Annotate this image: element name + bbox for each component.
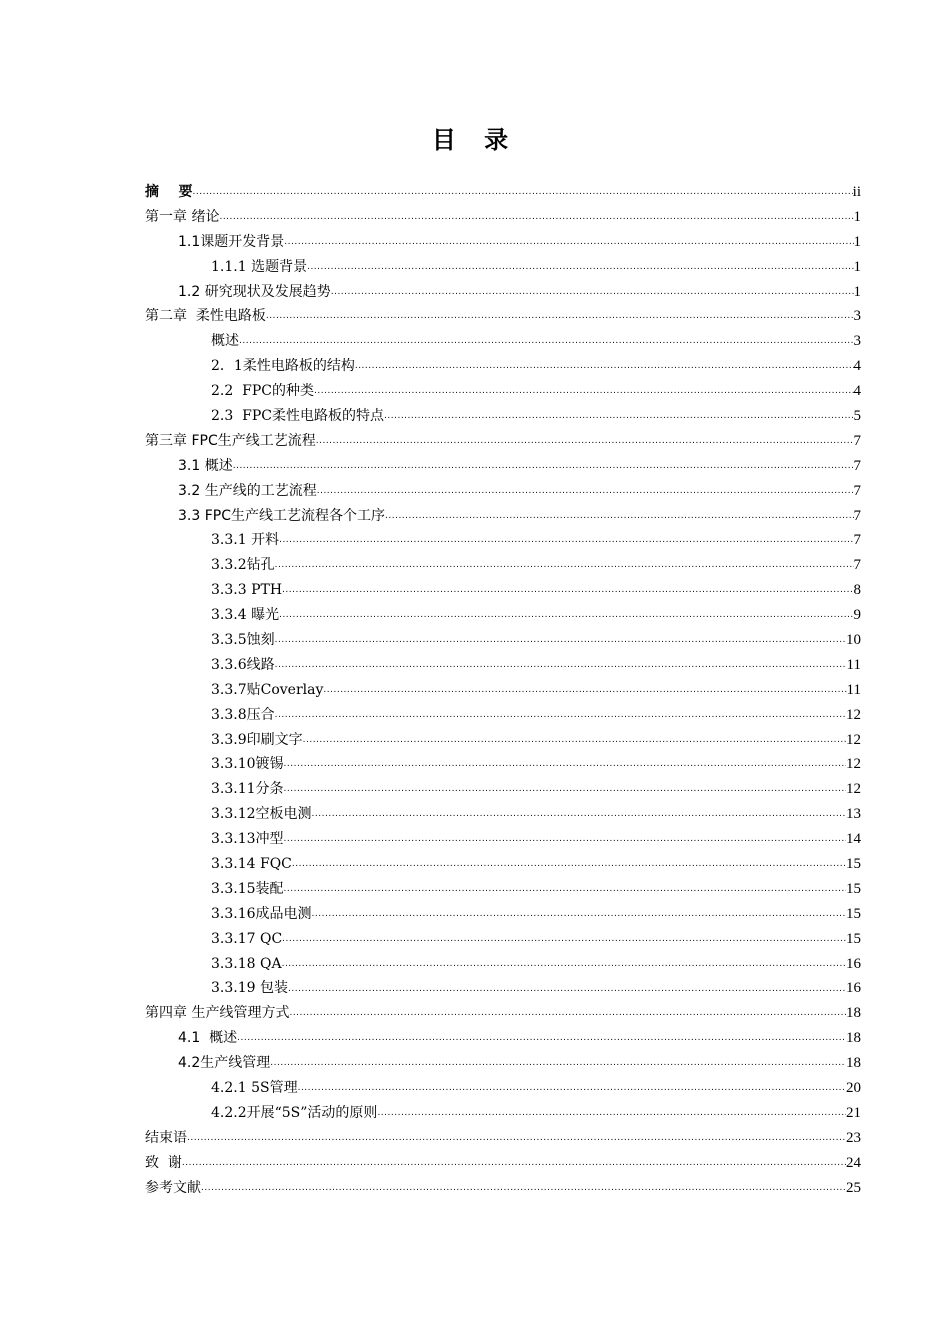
toc-entry[interactable] — [145, 553, 861, 578]
toc-entry-label: 3.3.7贴Coverlay — [211, 681, 324, 698]
dot-leader — [219, 205, 853, 230]
toc-entry-page-number: 25 — [846, 1179, 861, 1196]
dot-leader — [282, 927, 846, 952]
dot-leader — [384, 404, 853, 429]
toc-entry-label: 3.2 生产线的工艺流程 — [178, 482, 317, 499]
toc-entry-label: 摘 要 — [145, 183, 193, 200]
toc-entry-page-number: 1 — [853, 233, 861, 250]
toc-entry-page-number: 24 — [846, 1154, 861, 1171]
toc-entry[interactable] — [145, 454, 861, 479]
toc-entry[interactable] — [145, 653, 861, 678]
toc-entry[interactable] — [145, 802, 861, 827]
toc-entry-page-number: 10 — [846, 632, 861, 649]
toc-entry-page-number: 4 — [853, 358, 861, 375]
dot-leader — [298, 1076, 846, 1101]
toc-entry[interactable] — [145, 1126, 861, 1151]
toc-entry-page-number: 1 — [853, 258, 861, 275]
toc-entry[interactable] — [145, 180, 861, 205]
toc-entry[interactable] — [145, 329, 861, 354]
toc-entry-label: 3.3.9印刷文字 — [211, 731, 303, 748]
toc-entry-label: 第三章 FPC生产线工艺流程 — [145, 432, 316, 449]
toc-entry-page-number: 7 — [853, 507, 861, 524]
toc-entry[interactable] — [145, 230, 861, 255]
dot-leader — [187, 1126, 846, 1151]
toc-entry-label: 结束语 — [145, 1129, 187, 1146]
toc-entry-page-number: 4 — [853, 383, 861, 400]
dot-leader — [279, 603, 853, 628]
toc-entry-page-number: 8 — [853, 582, 861, 599]
table-of-contents — [145, 180, 861, 1201]
dot-leader — [284, 777, 846, 802]
toc-entry-label: 2．1柔性电路板的结构 — [211, 358, 355, 375]
toc-entry-page-number: 11 — [846, 656, 861, 673]
toc-entry-page-number: 21 — [846, 1104, 861, 1121]
toc-entry-label: 3.3.6线路 — [211, 656, 275, 673]
toc-entry-page-number: 12 — [846, 706, 861, 723]
dot-leader — [292, 852, 846, 877]
toc-entry-page-number: 7 — [853, 482, 861, 499]
dot-leader — [317, 479, 854, 504]
toc-entry-page-number: 1 — [853, 283, 861, 300]
toc-entry-label: 3.3.16成品电测 — [211, 905, 312, 922]
toc-entry[interactable] — [145, 528, 861, 553]
toc-entry-label: 3.3.8压合 — [211, 706, 275, 723]
toc-entry[interactable] — [145, 1001, 861, 1026]
toc-entry-label: 3.3.15装配 — [211, 880, 284, 897]
toc-entry[interactable] — [145, 1026, 861, 1051]
dot-leader — [233, 454, 854, 479]
toc-entry-label: 3.3.17 QC — [211, 930, 283, 947]
dot-leader — [266, 304, 854, 329]
toc-entry-label: 3.1 概述 — [178, 457, 233, 474]
toc-entry-page-number: 7 — [853, 432, 861, 449]
toc-entry[interactable] — [145, 429, 861, 454]
toc-entry-label: 3.3.10镀锡 — [211, 756, 284, 773]
toc-entry-label: 3.3.5蚀刻 — [211, 632, 275, 649]
toc-entry-label: 1.2 研究现状及发展趋势 — [178, 283, 331, 300]
toc-entry-page-number: 5 — [853, 408, 861, 424]
dot-leader — [284, 752, 846, 777]
dot-leader — [377, 1101, 846, 1126]
toc-entry-label: 3.3.12空板电测 — [211, 806, 312, 823]
dot-leader — [193, 180, 853, 205]
toc-entry-label: 概述 — [211, 333, 239, 350]
toc-entry-page-number: 15 — [846, 905, 861, 922]
dot-leader — [355, 354, 854, 379]
toc-entry-page-number: 20 — [846, 1080, 861, 1097]
toc-entry[interactable] — [145, 404, 861, 429]
toc-entry-page-number: 9 — [853, 607, 861, 624]
toc-entry-page-number: 15 — [846, 856, 861, 873]
toc-entry[interactable] — [145, 304, 861, 329]
toc-entry-page-number: 7 — [853, 557, 861, 574]
toc-entry-page-number: 15 — [846, 930, 861, 947]
toc-entry[interactable] — [145, 1101, 861, 1126]
dot-leader — [307, 255, 853, 280]
toc-entry-label: 3.3.18 QA — [211, 955, 282, 972]
toc-entry-label: 3.3.19 包装 — [211, 980, 288, 997]
toc-entry-label: 第一章 绪论 — [145, 208, 220, 225]
toc-entry-label: 4.2.2开展“5S”活动的原则 — [211, 1104, 378, 1121]
dot-leader — [201, 1176, 846, 1201]
toc-entry-page-number: 23 — [846, 1129, 861, 1146]
dot-leader — [289, 1001, 846, 1026]
dot-leader — [237, 1026, 846, 1051]
toc-entry[interactable] — [145, 703, 861, 728]
toc-entry-page-number: 15 — [846, 880, 861, 897]
toc-entry-page-number: 3 — [853, 333, 861, 350]
toc-entry-page-number: 14 — [846, 831, 861, 848]
toc-entry[interactable] — [145, 1176, 861, 1201]
dot-leader — [288, 977, 846, 1002]
toc-entry-label: 4.2生产线管理 — [178, 1055, 271, 1072]
toc-entry[interactable] — [145, 877, 861, 902]
toc-entry[interactable] — [145, 827, 861, 852]
toc-entry-label: 1.1课题开发背景 — [178, 233, 285, 250]
toc-entry[interactable] — [145, 603, 861, 628]
dot-leader — [312, 902, 846, 927]
toc-entry-page-number: 12 — [846, 731, 861, 748]
toc-entry[interactable] — [145, 504, 861, 529]
toc-entry[interactable] — [145, 927, 861, 952]
dot-leader — [331, 280, 854, 305]
toc-entry-page-number: 12 — [846, 756, 861, 773]
toc-entry-page-number: 12 — [846, 781, 861, 798]
toc-entry-page-number: 16 — [846, 955, 861, 972]
dot-leader — [312, 802, 846, 827]
dot-leader — [270, 1051, 846, 1076]
toc-entry-label: 1.1.1 选题背景 — [211, 258, 308, 275]
toc-entry-page-number: 16 — [846, 980, 861, 997]
toc-entry-label: 4.2.1 5S管理 — [211, 1080, 298, 1097]
toc-entry-page-number: 3 — [853, 308, 861, 325]
toc-entry[interactable] — [145, 205, 861, 230]
toc-entry-label: 4.1 概述 — [178, 1030, 238, 1047]
toc-entry[interactable] — [145, 578, 861, 603]
toc-entry-page-number: 7 — [853, 532, 861, 549]
toc-entry-label: 3.3 FPC生产线工艺流程各个工序 — [178, 507, 385, 524]
toc-entry-label: 3.3.13冲型 — [211, 831, 284, 848]
toc-entry-page-number: 18 — [846, 1030, 861, 1047]
toc-entry[interactable] — [145, 902, 861, 927]
toc-entry[interactable] — [145, 1076, 861, 1101]
dot-leader — [182, 1151, 846, 1176]
toc-entry-label: 致 谢 — [145, 1154, 182, 1171]
dot-leader — [284, 877, 846, 902]
dot-leader — [284, 230, 853, 255]
dot-leader — [275, 703, 846, 728]
toc-entry[interactable] — [145, 1051, 861, 1076]
dot-leader — [316, 429, 854, 454]
toc-entry-label: 第四章 生产线管理方式 — [145, 1005, 290, 1022]
dot-leader — [275, 553, 854, 578]
dot-leader — [282, 952, 846, 977]
toc-entry-label: 3.3.4 曝光 — [211, 607, 280, 624]
dot-leader — [275, 653, 847, 678]
toc-entry-label: 3.3.1 开料 — [211, 532, 280, 549]
toc-entry-page-number: 18 — [846, 1055, 861, 1072]
toc-entry-label: 3.3.2钻孔 — [211, 557, 275, 574]
toc-entry[interactable] — [145, 952, 861, 977]
toc-entry[interactable] — [145, 479, 861, 504]
toc-entry[interactable] — [145, 728, 861, 753]
dot-leader — [284, 827, 846, 852]
toc-entry[interactable] — [145, 977, 861, 1002]
dot-leader — [239, 329, 854, 354]
toc-entry-page-number: 18 — [846, 1005, 861, 1022]
dot-leader — [282, 578, 853, 603]
toc-entry[interactable] — [145, 678, 861, 703]
toc-entry[interactable] — [145, 379, 861, 404]
toc-entry-label: 参考文献 — [145, 1179, 201, 1196]
toc-entry-page-number: 11 — [846, 681, 861, 698]
toc-entry-label: 2.2 FPC的种类 — [211, 383, 315, 400]
toc-entry[interactable] — [145, 280, 861, 305]
toc-entry[interactable] — [145, 852, 861, 877]
toc-entry[interactable] — [145, 354, 861, 379]
toc-entry-label: 2.3 FPC柔性电路板的特点 — [211, 408, 385, 424]
dot-leader — [323, 678, 846, 703]
toc-entry[interactable] — [145, 1151, 861, 1176]
toc-entry-label: 3.3.3 PTH — [211, 582, 283, 599]
dot-leader — [385, 504, 854, 529]
toc-entry-label: 第二章 柔性电路板 — [145, 308, 266, 325]
toc-entry[interactable] — [145, 752, 861, 777]
toc-entry-page-number: 7 — [853, 457, 861, 474]
toc-entry-page-number: ii — [852, 183, 861, 200]
toc-entry[interactable] — [145, 777, 861, 802]
toc-entry-page-number: 13 — [846, 806, 861, 823]
toc-entry-label: 3.3.11分条 — [211, 781, 284, 798]
toc-entry[interactable] — [145, 255, 861, 280]
dot-leader — [279, 528, 853, 553]
toc-entry-page-number: 1 — [853, 208, 861, 225]
dot-leader — [275, 628, 846, 653]
toc-entry[interactable] — [145, 628, 861, 653]
dot-leader — [303, 728, 846, 753]
toc-entry-label: 3.3.14 FQC — [211, 856, 292, 873]
toc-title: 目 录 — [431, 126, 519, 154]
dot-leader — [314, 379, 853, 404]
